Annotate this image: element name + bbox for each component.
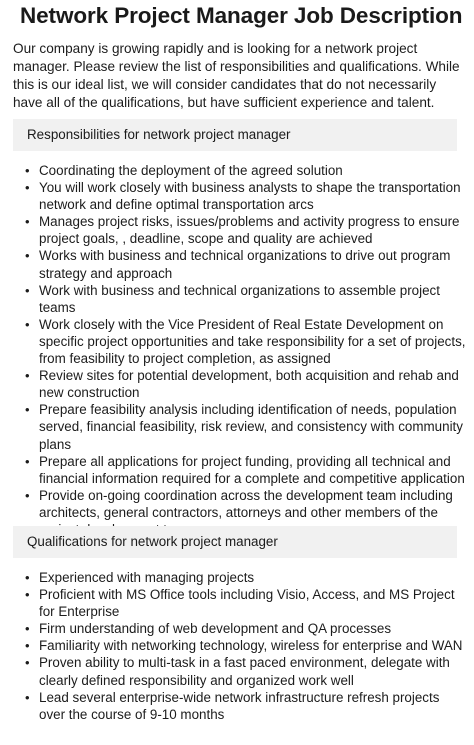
bullet-icon: • — [25, 570, 30, 585]
list-item: • Familiarity with networking technology, wireless for enterprise and WAN — [25, 638, 463, 654]
page-title: Network Project Manager Job Description — [20, 3, 463, 28]
list-item: • Proficient with MS Office tools including Visio, Access, and MS Project for Enterprise — [25, 587, 455, 620]
bullet-icon: • — [25, 453, 30, 469]
list-item: • Prepare feasibility analysis including identification of needs, population served, financial feasibility, risk review, and consistency with community plans — [25, 402, 463, 452]
qualifications-heading: Qualifications for network project manager — [13, 526, 457, 558]
bullet-icon: • — [25, 163, 30, 178]
list-item: • Prepare all applications for project funding, providing all technical and financial information required for a complete and competitive application — [25, 453, 465, 486]
list-item: • Review sites for potential development, both acquisition and rehab and new construction — [25, 368, 459, 401]
list-item: • Works with business and technical organizations to drive out program strategy and approach — [25, 248, 451, 281]
bullet-icon: • — [25, 587, 30, 603]
list-item: • Provide on-going coordination across the development team including architects, general contractors, attorneys and other members of the — [25, 487, 453, 520]
intro-paragraph: Our company is growing rapidly and is looking for a network project manager. Please review the list of responsibilities and qualifications. While this is our ideal list, we will consider candidates that do not necessarily have all of the qualifications, but have sufficient experience and talent. — [13, 41, 460, 110]
bullet-icon: • — [25, 368, 30, 384]
list-item: • You will work closely with business analysts to shape the transportation network and define optimal transportation arcs — [25, 180, 461, 213]
qualifications-list — [22, 569, 467, 723]
bullet-icon: • — [25, 621, 30, 637]
list-item: • Work with business and technical organizations to assemble project teams — [25, 282, 440, 315]
list-item: • Experienced with managing projects — [25, 570, 255, 585]
bullet-icon: • — [25, 248, 30, 264]
list-item: • Firm understanding of web development and QA processes — [25, 621, 392, 637]
bullet-icon: • — [25, 655, 30, 671]
list-item: • Lead several enterprise-wide network infrastructure refresh projects over the course of 9-10 months — [25, 689, 440, 722]
bullet-icon: • — [25, 402, 30, 418]
bullet-icon: • — [25, 180, 30, 196]
responsibilities-heading: Responsibilities for network project manager — [13, 119, 457, 151]
responsibilities-list — [22, 162, 467, 538]
list-item: • Work closely with the Vice President of Real Estate Development on specific project opportunities and take responsibility for a set of projects, from feasibility to project completion, as assigned — [25, 316, 466, 367]
list-item: • Manages project risks, issues/problems and activity progress to ensure project goals, , deadline, scope and quality are achieved — [25, 214, 460, 247]
bullet-icon: • — [25, 214, 30, 230]
list-item: • Coordinating the deployment of the agreed solution — [25, 163, 343, 178]
bullet-icon: • — [25, 282, 30, 298]
bullet-icon: • — [25, 638, 30, 654]
bullet-icon: • — [25, 316, 30, 332]
bullet-icon: • — [25, 487, 30, 503]
bullet-icon: • — [25, 689, 30, 705]
list-item: • Proven ability to multi-task in a fast paced environment, delegate with clearly defined responsibility and organized work well — [25, 655, 450, 688]
